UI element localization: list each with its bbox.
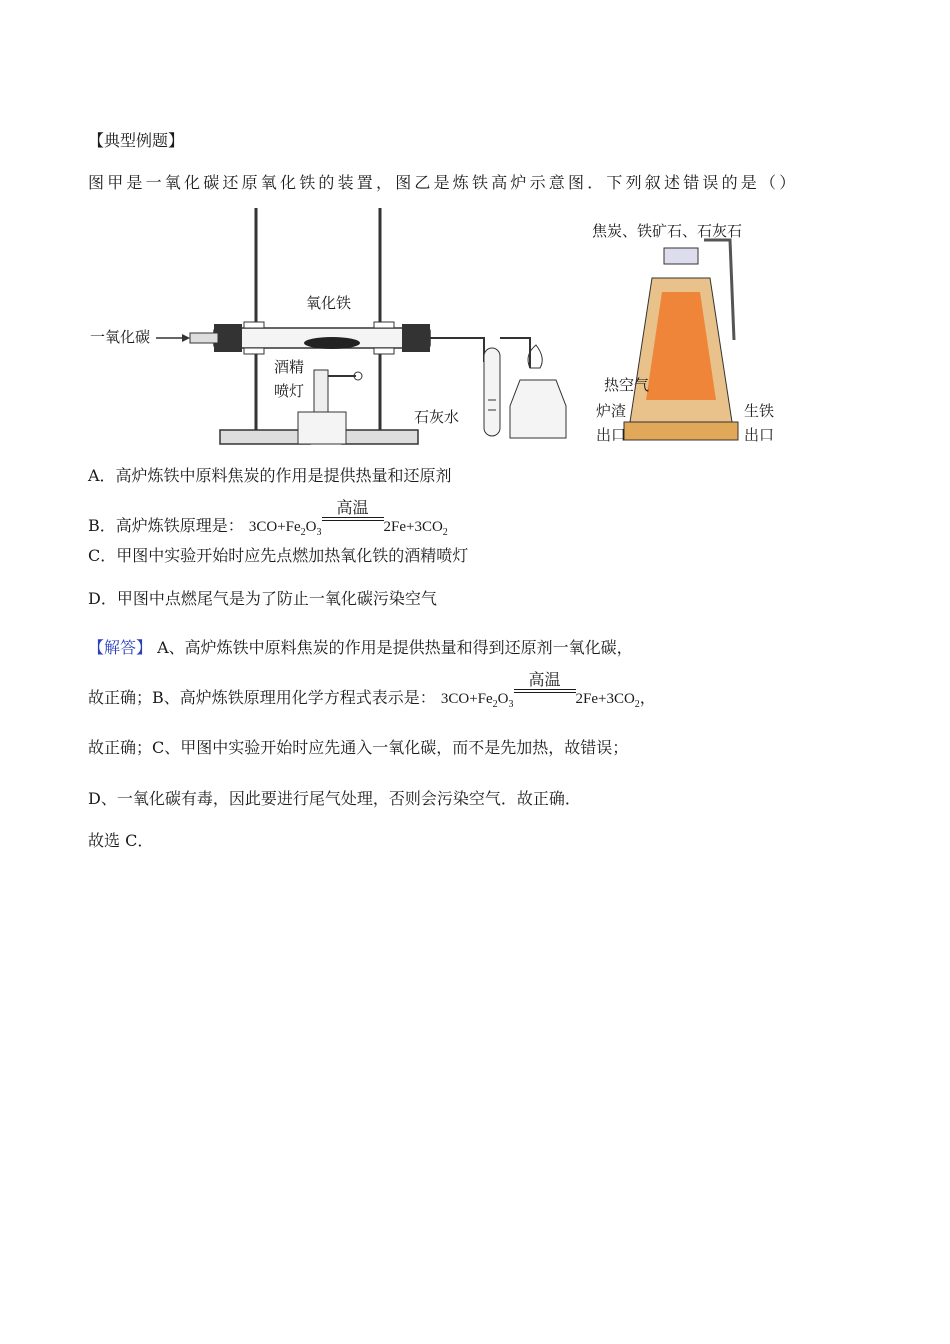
section-heading: 【典型例题】 (88, 131, 185, 150)
answer-line-3: 故正确；C、甲图中实验开始时应先通入一氧化碳，而不是先加热，故错误； (88, 738, 629, 757)
answer-line-1: 【解答】 A、高炉炼铁中原料焦炭的作用是提供热量和得到还原剂一氧化碳， (88, 638, 633, 657)
lamp-label-line2: 喷灯 (274, 382, 305, 400)
iron-oxide-label: 氧化铁 (306, 294, 352, 312)
answer-equation: $3CO+Fe_2O_3$ 高温 $2Fe+3CO_2$ (440, 670, 640, 710)
option-d: D．甲图中点燃尾气是为了防止一氧化碳污染空气 (88, 589, 437, 608)
furnace-feed-label: 焦炭、铁矿石、石灰石 (592, 222, 743, 240)
option-b-prefix: B．高炉炼铁原理是： (88, 516, 244, 535)
hot-air-label: 热空气 (604, 376, 650, 394)
question-text: 图甲是一氧化碳还原氧化铁的装置，图乙是炼铁高炉示意图．下列叙述错误的是（） (88, 173, 799, 192)
gas-arrow (156, 334, 190, 342)
apparatus-figure (84, 200, 784, 452)
option-a: A．高炉炼铁中原料焦炭的作用是提供热量和还原剂 (88, 466, 452, 485)
iron-oxide-powder (304, 337, 360, 349)
option-b (88, 498, 448, 538)
pig-iron-label-line2: 出口 (744, 426, 775, 444)
slag-label-line1: 炉渣 (596, 402, 627, 420)
pig-iron-label-line1: 生铁 (744, 402, 775, 420)
alcohol-lamp (500, 338, 566, 438)
answer-tag: 【解答】 (88, 638, 153, 657)
slag-label-line2: 出口 (596, 426, 627, 444)
limewater-label: 石灰水 (414, 408, 460, 426)
lamp-label-line1: 酒精 (274, 358, 305, 376)
answer-line-5: 故选 C． (88, 831, 154, 850)
glass-tube (190, 322, 430, 354)
answer-line-2: 故正确；B、高炉炼铁原理用化学方程式表示是： $3CO+Fe_2O_3$ 高温 $2Fe+3CO_2$， (88, 670, 656, 710)
co-label: 一氧化碳 (90, 328, 151, 346)
option-b-equation: $3CO+Fe_2O_3$ 高温 $2Fe+3CO_2$ (248, 498, 448, 538)
option-c: C．甲图中实验开始时应先点燃加热氧化铁的酒精喷灯 (88, 546, 469, 565)
blast-furnace (624, 240, 738, 440)
answer-line-4: D、一氧化碳有毒，因此要进行尾气处理，否则会污染空气．故正确． (88, 789, 581, 808)
